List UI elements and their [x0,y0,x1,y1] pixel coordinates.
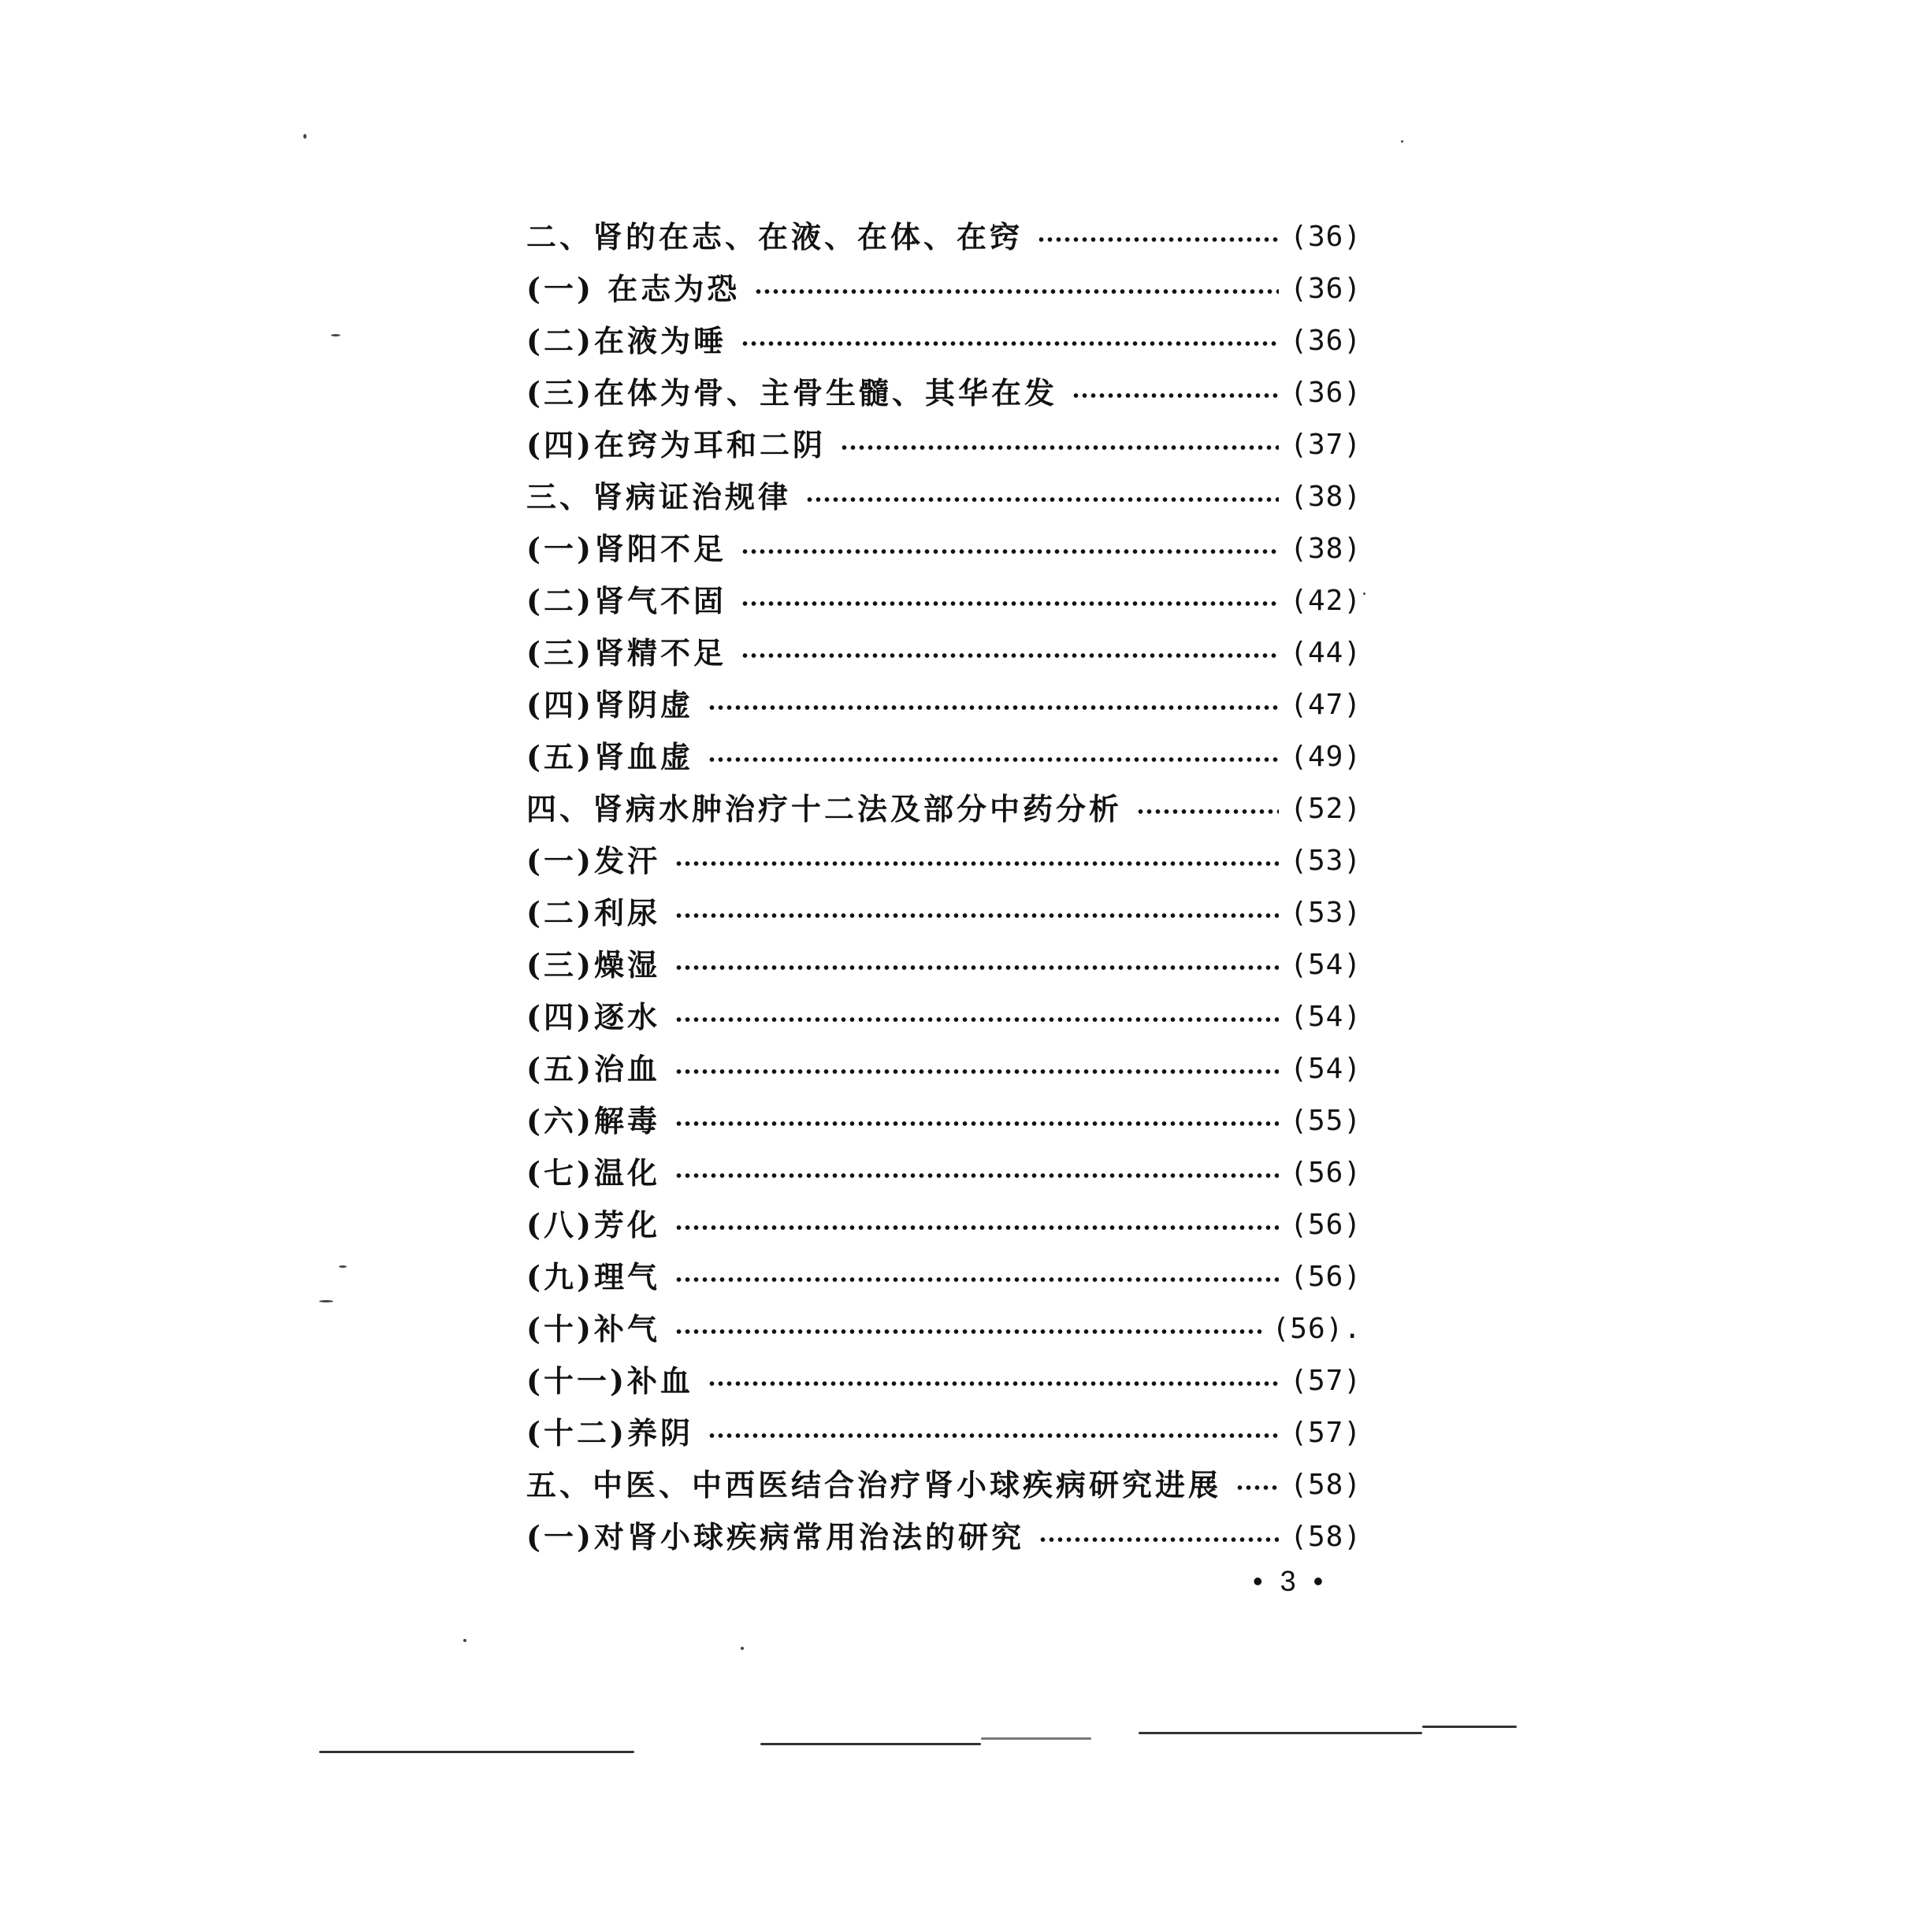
toc-entry-page: (49) [1290,741,1362,773]
toc-entry-title: (三)燥湿 [526,947,660,983]
dot-leader [674,964,1279,972]
dot-leader [840,444,1279,451]
toc-entry-page: (57) [1290,1417,1362,1449]
toc-entry-title: (八)芳化 [526,1207,660,1243]
page-number: • 3 • [1253,1565,1328,1597]
toc-entry-page: (58) [1290,1469,1362,1501]
dot-leader [674,1120,1279,1128]
dot-leader [674,860,1279,868]
toc-entry-page: (54) [1290,1001,1362,1033]
toc-entry-page: (55) [1290,1105,1362,1137]
toc-entry [526,315,1362,367]
dot-leader [708,1380,1279,1388]
toc-entry-page: (37) [1290,429,1362,461]
toc-entry-page: (56) [1290,1261,1362,1293]
toc-entry [526,211,1362,263]
dot-leader [741,548,1279,555]
toc-entry-title: 四、肾病水肿治疗十二法及部分中药分析 [526,791,1123,827]
toc-entry-page: (57) [1290,1365,1362,1397]
toc-entry-page: (58) [1290,1521,1362,1553]
dot-leader [708,1432,1279,1440]
toc-entry-page: (56) [1290,1157,1362,1189]
toc-entry [526,1407,1362,1459]
toc-entry-page: (54) [1290,1053,1362,1085]
toc-entry-title: (十二)养阴 [526,1415,693,1451]
toc-entry-title: (一)发汗 [526,843,660,879]
dot-leader [1038,1536,1279,1544]
toc-entry-title: 三、肾病证治规律 [526,479,792,515]
toc-entry-title: (二)利尿 [526,895,660,931]
scan-speck [303,134,307,139]
dot-leader [674,1276,1279,1284]
toc-entry [526,939,1362,991]
toc-entry-page: (52) [1290,793,1362,825]
toc-entry-page: (42) [1290,585,1362,617]
toc-entry [526,887,1362,939]
scan-streak [1139,1732,1422,1734]
dot-leader [1072,392,1279,399]
toc-entry-page: (36) [1290,273,1362,305]
scan-speck [1401,140,1403,143]
toc-entry [526,1199,1362,1251]
dot-leader [741,600,1279,607]
toc-entry-title: 二、肾的在志、在液、在体、在窍 [526,219,1024,255]
toc-entry-page: (38) [1290,533,1362,565]
toc-entry-title: (九)理气 [526,1259,660,1295]
toc-entry [526,627,1362,679]
dot-leader [674,1172,1279,1180]
scan-speck [1363,593,1365,595]
toc-entry-title: (四)在窍为耳和二阴 [526,427,826,463]
dot-leader [708,756,1279,764]
dot-leader [674,1068,1279,1076]
toc-entry-title: (一) 在志为恐 [526,271,741,307]
toc-entry-title: (十)补气 [526,1311,660,1347]
toc-entry-title: (三)在体为骨、主骨生髓、其华在发 [526,375,1057,411]
dot-leader [674,1328,1261,1336]
toc-entry-page: (38) [1290,481,1362,513]
toc-entry-title: (四)肾阴虚 [526,687,693,723]
toc-entry [526,419,1362,471]
toc-entry-title: (一)肾阳不足 [526,531,726,567]
scan-speck [319,1300,333,1302]
toc-entry [526,1459,1362,1511]
toc-entry [526,1095,1362,1147]
dot-leader [1037,236,1279,243]
scan-speck [741,1647,744,1650]
toc-entry-page: (44) [1290,637,1362,669]
toc-entry [526,575,1362,627]
toc-entry-page: (56) [1290,1209,1362,1241]
scan-streak [1422,1726,1517,1728]
scan-speck [331,334,340,336]
dot-leader [741,340,1279,347]
toc-entry-page: (36) [1290,377,1362,409]
toc-entry-title: 五、中医、中西医结合治疗肾小球疾病研究进展 [526,1467,1222,1503]
toc-entry [526,1147,1362,1199]
toc-entry-title: (三)肾精不足 [526,635,726,671]
toc-entry-title: (十一)补血 [526,1363,693,1399]
toc-entry [526,523,1362,575]
dot-leader [741,652,1279,659]
dot-leader [1136,808,1279,816]
toc-entry [526,991,1362,1043]
toc-entry [526,1511,1362,1563]
toc-entry-page: (36) [1290,221,1362,253]
toc-entry [526,783,1362,835]
toc-entry-page: (56). [1272,1313,1362,1345]
dot-leader [708,704,1279,711]
toc-entry-title: (一)对肾小球疾病常用治法的研究 [526,1519,1024,1555]
toc-entry [526,1043,1362,1095]
toc-entry [526,1355,1362,1407]
toc-entry-page: (54) [1290,949,1362,981]
dot-leader [674,912,1279,920]
toc-entry [526,679,1362,731]
scan-streak [319,1751,634,1753]
toc-entry-page: (53) [1290,845,1362,877]
scan-streak [760,1743,981,1745]
toc-entry [526,263,1362,315]
toc-entry-title: (六)解毒 [526,1103,660,1139]
dot-leader [674,1016,1279,1024]
toc-entry-title: (五)治血 [526,1051,660,1087]
toc-entry-page: (36) [1290,325,1362,357]
scan-speck [463,1639,466,1642]
toc-entry [526,367,1362,419]
toc-entry-title: (五)肾血虚 [526,739,693,775]
dot-leader [754,288,1279,295]
toc-entry [526,1251,1362,1303]
toc-entry-page: (47) [1290,689,1362,721]
toc-entry-title: (二)在液为唾 [526,323,726,359]
scan-streak [981,1737,1091,1740]
toc-entry-title: (七)温化 [526,1155,660,1191]
dot-leader [805,496,1279,503]
dot-leader [1235,1484,1279,1492]
toc-entry [526,1303,1362,1355]
toc-entry [526,731,1362,783]
dot-leader [674,1224,1279,1232]
toc-entry-title: (二)肾气不固 [526,583,726,619]
toc-entry [526,471,1362,523]
scan-speck [339,1265,347,1268]
toc-entry-title: (四)逐水 [526,999,660,1035]
toc-entry [526,835,1362,887]
toc-entry-page: (53) [1290,897,1362,929]
table-of-contents [526,211,1362,1563]
